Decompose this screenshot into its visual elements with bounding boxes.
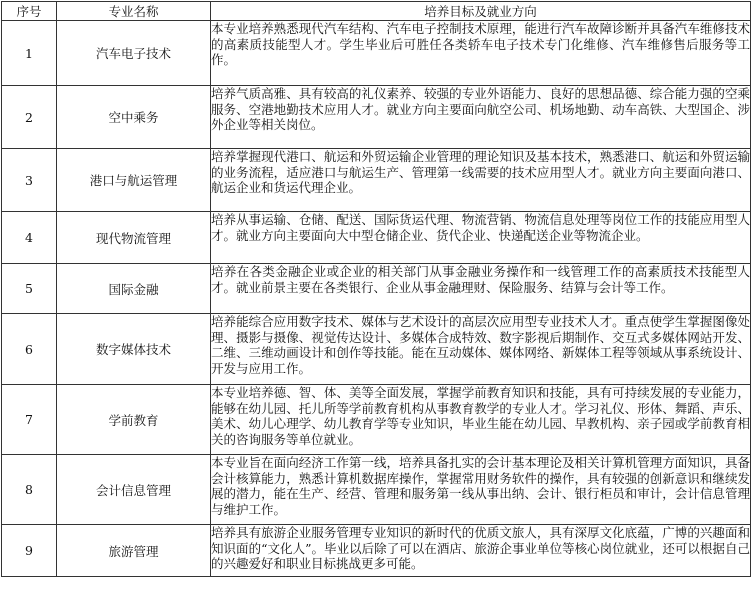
row-description-text: 培养在各类金融企业或企业的相关部门从事金融业务操作和一线管理工作的高素质技术技能型人才。就业前景主要在各类银行、企业从事金融理财、保险服务、结算与会计等工作。: [211, 264, 750, 295]
row-description-text: 本专业培养德、智、体、美等全面发展，掌握学前教育知识和技能，具有可持续发展的专业能力，能够在幼儿园、托儿所等学前教育机构从事教育教学的专业人才。学习礼仪、形体、舞蹈、声乐、美术、幼儿心理学、幼儿教育学等专业知识，毕业生能在幼儿园、早教机构、亲子园或学前教育相关的咨询服务等单位就业。: [211, 385, 750, 447]
row-serial-number: 2: [2, 86, 57, 149]
row-serial-number: 9: [2, 525, 57, 577]
row-serial-number: 3: [2, 149, 57, 212]
row-serial-number: 8: [2, 455, 57, 525]
row-description-text: 本专业旨在面向经济工作第一线，培养具备扎实的会计基本理论及相关计算机管理方面知识，具备会计核算能力，熟悉计算机数据库操作，掌握常用财务软件的操作，具有较强的创新意识和继续发展的潜力，能在生产、经营、管理和服务第一线从事出纳、会计、银行柜员和审计，会计信息管理与维护工作。: [211, 455, 750, 517]
row-description: [211, 21, 751, 86]
row-serial-number: 1: [2, 21, 57, 86]
majors-table: [1, 1, 751, 577]
row-description: [211, 212, 751, 264]
row-major-name: 学前教育: [57, 385, 211, 455]
row-serial-number: 4: [2, 212, 57, 264]
row-description-text: 培养从事运输、仓储、配送、国际货运代理、物流营销、物流信息处理等岗位工作的技能应用型人才。就业方向主要面向大中型仓储企业、货代企业、快递配送企业等物流企业。: [211, 212, 750, 243]
header-serial-number: 序号: [2, 2, 57, 21]
table-row: [2, 385, 751, 455]
row-major-name: 汽车电子技术: [57, 21, 211, 86]
row-major-name: 数字媒体技术: [57, 314, 211, 385]
row-description: [211, 525, 751, 577]
table-row: [2, 21, 751, 86]
table-row: [2, 455, 751, 525]
row-serial-number: 5: [2, 264, 57, 314]
row-serial-number: 7: [2, 385, 57, 455]
row-major-name: 现代物流管理: [57, 212, 211, 264]
row-description: [211, 455, 751, 525]
table-row: [2, 525, 751, 577]
table-row: [2, 212, 751, 264]
row-major-name: 旅游管理: [57, 525, 211, 577]
row-description: [211, 149, 751, 212]
row-major-name: 港口与航运管理: [57, 149, 211, 212]
table-row: [2, 264, 751, 314]
row-description: [211, 264, 751, 314]
row-serial-number: 6: [2, 314, 57, 385]
row-major-name: 空中乘务: [57, 86, 211, 149]
row-major-name: 国际金融: [57, 264, 211, 314]
header-major-name: 专业名称: [57, 2, 211, 21]
row-description-text: 培养能综合应用数字技术、媒体与艺术设计的高层次应用型专业技术人才。重点使学生掌握图像处理、摄影与摄像、视觉传达设计、多媒体合成特效、数字影视后期制作、交互式多媒体网站开发、二维、三维动画设计和创作等技能。能在互动媒体、媒体网络、新媒体工程等领域从事系统设计、开发与应用工作。: [211, 314, 750, 376]
table-header-row: [2, 2, 751, 21]
header-goals-and-employment: 培养目标及就业方向: [211, 2, 751, 21]
row-description-text: 培养掌握现代港口、航运和外贸运输企业管理的理论知识及基本技术，熟悉港口、航运和外贸运输的业务流程，适应港口与航运生产、管理第一线需要的技术应用型人才。就业方向主要面向港口、航运企业和货运代理企业。: [211, 149, 750, 195]
table-row: [2, 86, 751, 149]
row-description-text: 培养气质高雅、具有较高的礼仪素养、较强的专业外语能力、良好的思想品德、综合能力强的空乘服务、空港地勤技术应用人才。就业方向主要面向航空公司、机场地勤、动车高铁、大型国企、涉外企业等相关岗位。: [211, 86, 750, 132]
row-major-name: 会计信息管理: [57, 455, 211, 525]
table-row: [2, 149, 751, 212]
row-description: [211, 86, 751, 149]
row-description: [211, 314, 751, 385]
row-description-text: 本专业培养熟悉现代汽车结构、汽车电子控制技术原理，能进行汽车故障诊断并具备汽车维修技术的高素质技能型人才。学生毕业后可胜任各类轿车电子技术专门化维修、汽车维修售后服务等工作。: [211, 21, 750, 67]
row-description: [211, 385, 751, 455]
table-row: [2, 314, 751, 385]
row-description-text: 培养具有旅游企业服务管理专业知识的新时代的优质文旅人，具有深厚文化底蕴，广博的兴趣面和知识面的“文化人”。毕业以后除了可以在酒店、旅游企事业单位等核心岗位就业，还可以根据自己的兴趣爱好和职业目标挑战更多可能。: [211, 525, 750, 571]
